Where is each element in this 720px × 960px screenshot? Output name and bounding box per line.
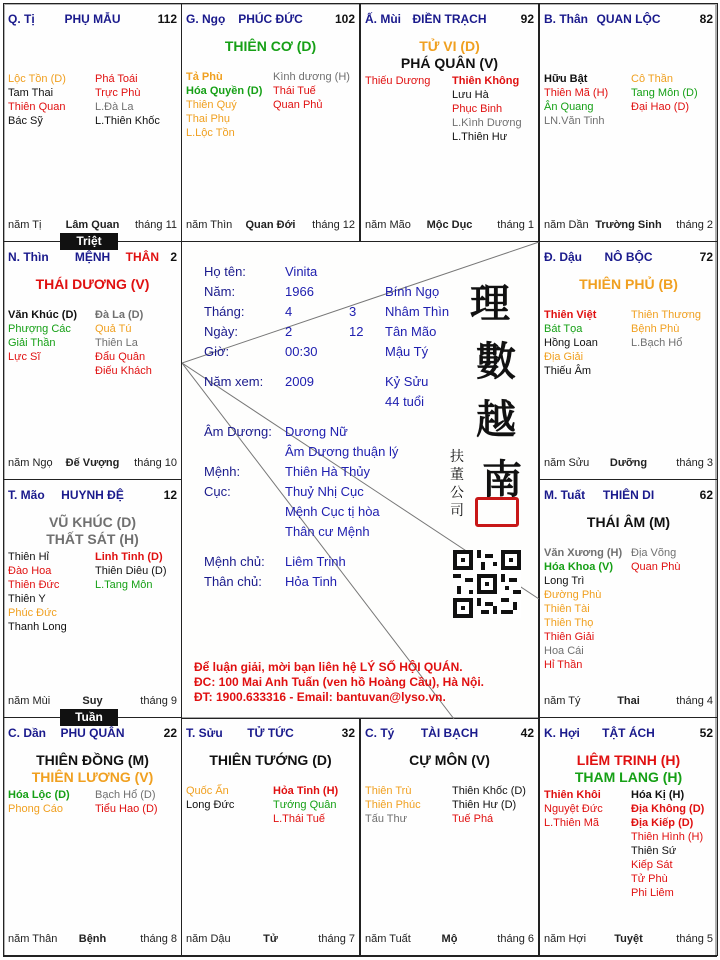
minor-star: Văn Khúc (D) xyxy=(8,309,78,321)
month-label: Tháng: xyxy=(204,304,245,319)
palace-dau xyxy=(539,241,718,480)
minor-star: Thiên Thọ xyxy=(544,617,594,629)
minor-star: Thiên Khốc (D) xyxy=(452,785,526,797)
palace-tuat xyxy=(539,479,718,718)
palace-month: tháng 2 xyxy=(676,219,713,231)
minor-star: Thanh Long xyxy=(8,621,67,633)
palace-header xyxy=(544,12,713,26)
palace-footer xyxy=(186,219,355,233)
palace-dan xyxy=(3,717,182,956)
palace-month: tháng 12 xyxy=(312,219,355,231)
palace-name: PHÚC ĐỨC xyxy=(238,12,303,26)
palace-position: N. Thìn xyxy=(8,250,49,264)
amduong-value: Dương Nữ xyxy=(285,424,348,439)
palace-stage: Thai xyxy=(617,695,640,707)
palace-header xyxy=(8,488,177,502)
minor-star: Thiên Việt xyxy=(544,309,597,321)
palace-year: năm Dần xyxy=(544,219,589,231)
minor-star: Thiên Diêu (D) xyxy=(95,565,167,577)
minor-star: Địa Không (D) xyxy=(631,803,705,815)
palace-month: tháng 4 xyxy=(676,695,713,707)
palace-stage: Bệnh xyxy=(78,933,107,945)
minor-star: Thiên Hình (H) xyxy=(631,831,704,843)
palace-name: PHU QUÂN xyxy=(60,726,125,740)
palace-month: tháng 3 xyxy=(676,457,713,469)
palace-month: tháng 9 xyxy=(140,695,177,707)
menh-chu-value: Liêm Trinh xyxy=(285,554,346,569)
minor-star: Thiên Y xyxy=(8,593,46,605)
palace-year: năm Sửu xyxy=(544,457,590,469)
palace-year: năm Tuất xyxy=(365,933,411,945)
palace-year: năm Mão xyxy=(365,219,411,231)
palace-name: TÀI BẠCH xyxy=(420,726,479,740)
minor-stars-left xyxy=(8,308,90,364)
palace-stage: Tử xyxy=(263,933,278,945)
palace-footer xyxy=(544,219,713,233)
main-star: THIÊN LƯƠNG (V) xyxy=(31,769,154,785)
palace-month: tháng 6 xyxy=(497,933,534,945)
minor-star: Thiên Quý xyxy=(186,99,237,111)
minor-star: LN.Văn Tinh xyxy=(544,115,605,127)
minor-star: Thiếu Âm xyxy=(544,365,592,377)
palace-stage: Trường Sinh xyxy=(595,219,662,231)
minor-stars-left xyxy=(186,70,268,140)
minor-star: Trực Phù xyxy=(95,87,141,99)
minor-star: Hữu Bật xyxy=(544,73,588,85)
minor-star: Quốc Ấn xyxy=(186,785,229,797)
minor-star: Quan Phù xyxy=(631,561,681,573)
minor-stars-left xyxy=(365,784,447,826)
menh-chu-label: Mệnh chủ: xyxy=(204,554,265,569)
palace-name: ĐIỀN TRẠCH xyxy=(412,12,487,26)
main-star: THÁI DƯƠNG (V) xyxy=(35,276,150,292)
than-chu-label: Thân chủ: xyxy=(204,574,262,589)
palace-month: tháng 10 xyxy=(134,457,177,469)
palace-footer xyxy=(544,695,713,709)
view-year-value: 2009 xyxy=(285,374,314,389)
triet-tag: Triệt xyxy=(60,233,118,250)
minor-star: Tướng Quân xyxy=(273,799,337,811)
minor-star: Giải Thần xyxy=(8,337,56,349)
minor-star: Kình dương (H) xyxy=(273,71,350,83)
minor-star: L.Tang Môn xyxy=(95,579,153,591)
palace-name: TẬT ÁCH xyxy=(602,726,655,740)
minor-star: Hóa Khoa (V) xyxy=(544,561,614,573)
palace-month: tháng 7 xyxy=(318,933,355,945)
month-lunar: 3 xyxy=(349,304,357,319)
palace-stage: Đế Vượng xyxy=(65,457,120,469)
age-value: 44 tuổi xyxy=(385,394,425,409)
minor-star: Tiểu Hao (D) xyxy=(95,803,158,815)
minor-stars-right xyxy=(95,72,181,128)
day-value: 2 xyxy=(285,324,293,339)
minor-star: Thái Tuế xyxy=(273,85,316,97)
palace-footer xyxy=(544,933,713,947)
minor-star: L.Thiên Khốc xyxy=(95,115,160,127)
palace-footer xyxy=(8,457,177,471)
palace-header xyxy=(544,488,713,502)
minor-star: Long Đức xyxy=(186,799,235,811)
palace-stage: Dưỡng xyxy=(609,457,648,469)
minor-star: Hóa Quyền (D) xyxy=(186,85,263,97)
minor-star: Địa Võng xyxy=(631,547,677,559)
palace-header xyxy=(186,12,355,26)
minor-stars-left xyxy=(8,550,90,634)
minor-stars-right xyxy=(631,308,717,350)
calligraphy-char-3: 越 xyxy=(476,396,516,443)
minor-stars-right xyxy=(631,72,717,114)
contact-line-2: ĐC: 100 Mai Anh Tuấn (ven hồ Hoàng Cầu), Hà Nội. xyxy=(194,675,485,689)
hour-label: Giờ: xyxy=(204,344,230,359)
small-cjk-3: 公 xyxy=(450,485,464,501)
palace-month: tháng 8 xyxy=(140,933,177,945)
palace-name: PHỤ MẪU xyxy=(64,12,121,26)
minor-stars-left xyxy=(365,74,447,88)
palace-month: tháng 5 xyxy=(676,933,713,945)
minor-star: Hoa Cái xyxy=(544,645,584,657)
palace-year: năm Thân xyxy=(8,933,58,945)
palace-year: năm Thìn xyxy=(186,219,233,231)
calligraphy-char-4: 南 xyxy=(482,456,522,503)
minor-star: Thiên Hư (D) xyxy=(452,799,517,811)
palace-footer xyxy=(8,695,177,709)
palace-than-marker: THÂN xyxy=(125,250,159,264)
year-value: 1966 xyxy=(285,284,314,299)
main-star: CỰ MÔN (V) xyxy=(409,752,490,768)
minor-star: Thiên Giải xyxy=(544,631,595,643)
palace-than xyxy=(539,3,718,242)
palace-number: 82 xyxy=(699,12,713,26)
palace-footer xyxy=(8,219,177,233)
minor-stars-right xyxy=(95,308,181,378)
minor-stars-left xyxy=(8,788,90,816)
contact-line-1: Để luận giải, mời bạn liên hệ LÝ SỐ HỘI QUÁN. xyxy=(194,660,463,674)
main-star: THÁI ÂM (M) xyxy=(586,514,671,530)
palace-footer xyxy=(186,933,355,947)
palace-header xyxy=(365,726,534,740)
minor-star: L.Thái Tuế xyxy=(273,813,325,825)
minor-star: Thiếu Dương xyxy=(365,75,431,87)
palace-name: THIÊN DI xyxy=(602,488,655,502)
minor-star: Phi Liêm xyxy=(631,887,674,899)
minor-star: Thiên Khôi xyxy=(544,789,601,801)
red-seal-stamp xyxy=(475,497,519,527)
minor-star: L.Kình Dương xyxy=(452,117,522,129)
palace-header xyxy=(544,250,713,264)
hour-canchi: Mậu Tý xyxy=(385,344,429,359)
minor-star: Lực Sĩ xyxy=(8,351,41,363)
cuc-label: Cục: xyxy=(204,484,231,499)
month-canchi: Nhâm Thìn xyxy=(385,304,450,319)
palace-footer xyxy=(8,933,177,947)
palace-thin xyxy=(3,241,182,480)
qr-code xyxy=(453,550,521,618)
palace-position: C. Dần xyxy=(8,726,47,740)
minor-stars-left xyxy=(544,546,626,672)
minor-star: Bạch Hổ (D) xyxy=(95,789,156,801)
minor-star: Thiên Không xyxy=(452,75,520,87)
minor-star: Phong Cáo xyxy=(8,803,64,815)
palace-position: T. Mão xyxy=(8,488,45,502)
palace-header xyxy=(186,726,355,740)
palace-year: năm Ngọ xyxy=(8,457,53,469)
palace-hoi xyxy=(539,717,718,956)
small-cjk-4: 司 xyxy=(450,503,464,519)
palace-position: Đ. Dậu xyxy=(544,250,583,264)
minor-star: Quan Phủ xyxy=(273,99,323,111)
cuc-value: Thuỷ Nhị Cục xyxy=(285,484,364,499)
cuc-note: Mệnh Cục tị hòa xyxy=(285,504,380,519)
main-star: THIÊN PHỦ (B) xyxy=(579,276,678,292)
hour-value: 00:30 xyxy=(285,344,318,359)
minor-star: Thiên Phúc xyxy=(365,799,421,811)
minor-star: Nguyệt Đức xyxy=(544,803,603,815)
minor-star: Phúc Đức xyxy=(8,607,57,619)
minor-stars-right xyxy=(452,74,538,144)
palace-ti xyxy=(3,3,182,242)
main-star: TỬ VI (D) xyxy=(419,38,480,54)
palace-stage: Quan Đới xyxy=(245,219,296,231)
palace-name: HUYNH ĐỆ xyxy=(61,488,124,502)
palace-header xyxy=(365,12,534,26)
palace-position: M. Tuất xyxy=(544,488,586,502)
minor-star: Phục Binh xyxy=(452,103,503,115)
palace-footer xyxy=(365,933,534,947)
minor-star: Tấu Thư xyxy=(365,813,408,825)
day-label: Ngày: xyxy=(204,324,238,339)
minor-star: Thiên Mã (H) xyxy=(544,87,609,99)
minor-star: Địa Kiếp (D) xyxy=(631,817,694,829)
view-year-label: Năm xem: xyxy=(204,374,264,389)
minor-stars-right xyxy=(95,788,181,816)
minor-stars-left xyxy=(186,784,268,812)
minor-star: Lưu Hà xyxy=(452,89,489,101)
minor-star: Lộc Tồn (D) xyxy=(8,73,66,85)
year-label: Năm: xyxy=(204,284,236,299)
palace-position: K. Hợi xyxy=(544,726,580,740)
palace-number: 32 xyxy=(341,726,355,740)
palace-year: năm Hợi xyxy=(544,933,587,945)
palace-header xyxy=(8,250,177,264)
palace-stage: Suy xyxy=(82,695,103,707)
minor-stars-left xyxy=(544,72,626,128)
minor-star: Thiên Thương xyxy=(631,309,702,321)
palace-header xyxy=(8,726,177,740)
palace-suu xyxy=(181,717,360,956)
palace-number: 52 xyxy=(699,726,713,740)
name-label: Họ tên: xyxy=(204,264,246,279)
contact-line-3: ĐT: 1900.633316 - Email: bantuvan@lyso.vn. xyxy=(194,690,446,704)
tuan-tag: Tuần xyxy=(60,709,118,726)
palace-mao xyxy=(3,479,182,718)
palace-month: tháng 11 xyxy=(134,219,177,231)
minor-star: Văn Xương (H) xyxy=(544,547,623,559)
menh-value: Thiên Hà Thủy xyxy=(285,464,371,479)
minor-star: Phượng Các xyxy=(8,323,71,335)
minor-stars-right xyxy=(273,70,359,112)
minor-star: Thiên Quan xyxy=(8,101,66,113)
minor-stars-left xyxy=(544,308,626,378)
palace-ty xyxy=(360,717,539,956)
palace-position: C. Tý xyxy=(365,726,395,740)
minor-star: Đại Hao (D) xyxy=(631,101,690,113)
minor-star: Thiên Tài xyxy=(544,603,590,615)
minor-star: Quả Tú xyxy=(95,323,132,335)
minor-star: Kiếp Sát xyxy=(631,859,673,871)
than-cu-note: Thân cư Mệnh xyxy=(285,524,370,539)
calligraphy-char-1: 理 xyxy=(470,280,510,327)
minor-star: Tử Phù xyxy=(631,873,668,885)
minor-star: Bác Sỹ xyxy=(8,115,43,127)
palace-name: QUAN LỘC xyxy=(596,12,661,26)
palace-stage: Mộc Dục xyxy=(426,219,473,231)
minor-star: Hỉ Thần xyxy=(544,659,583,671)
palace-number: 22 xyxy=(163,726,177,740)
palace-year: năm Mùi xyxy=(8,695,51,707)
minor-star: Thiên Sứ xyxy=(631,845,677,857)
palace-position: Q. Tị xyxy=(8,12,35,26)
year-canchi: Bính Ngọ xyxy=(385,284,440,299)
palace-name: MỆNH xyxy=(74,250,111,264)
minor-star: Đường Phù xyxy=(544,589,602,601)
minor-star: L.Lộc Tồn xyxy=(186,127,235,139)
minor-stars-right xyxy=(631,788,717,900)
palace-number: 72 xyxy=(699,250,713,264)
palace-header xyxy=(8,12,177,26)
minor-star: Tả Phù xyxy=(186,71,223,83)
minor-star: Điếu Khách xyxy=(95,365,152,377)
palace-position: B. Thân xyxy=(544,12,588,26)
minor-star: Đào Hoa xyxy=(8,565,52,577)
minor-star: Linh Tinh (D) xyxy=(95,551,163,563)
small-cjk-1: 扶 xyxy=(450,449,464,465)
day-lunar: 12 xyxy=(349,324,364,339)
palace-ngo xyxy=(181,3,360,242)
palace-number: 92 xyxy=(520,12,534,26)
view-year-canchi: Kỷ Sửu xyxy=(385,374,429,389)
minor-star: Thiên Hỉ xyxy=(8,551,49,563)
palace-stage: Lâm Quan xyxy=(65,219,120,231)
main-star: THAM LANG (H) xyxy=(574,769,683,785)
palace-year: năm Tị xyxy=(8,219,42,231)
palace-footer xyxy=(544,457,713,471)
palace-year: năm Dậu xyxy=(186,933,231,945)
palace-header xyxy=(544,726,713,740)
minor-star: Thiên Trù xyxy=(365,785,412,797)
minor-stars-right xyxy=(273,784,359,826)
palace-year: năm Tý xyxy=(544,695,581,707)
main-star: THIÊN ĐỒNG (M) xyxy=(36,752,149,768)
minor-star: Hóa Kị (H) xyxy=(631,789,685,801)
minor-star: Tang Môn (D) xyxy=(631,87,698,99)
amduong-note: Âm Dương thuận lý xyxy=(285,444,399,459)
than-chu-value: Hỏa Tinh xyxy=(285,574,338,589)
calligraphy-char-2: 數 xyxy=(476,338,516,385)
minor-star: L.Thiên Mã xyxy=(544,817,600,829)
minor-star: Ân Quang xyxy=(544,101,594,113)
minor-star: Tam Thai xyxy=(8,87,54,99)
minor-star: L.Đà La xyxy=(95,101,134,113)
main-star: LIÊM TRINH (H) xyxy=(576,752,681,768)
minor-star: Địa Giải xyxy=(544,351,584,363)
palace-number: 112 xyxy=(157,12,177,26)
minor-stars-right xyxy=(452,784,538,826)
minor-star: Thiên Đức xyxy=(8,579,60,591)
palace-month: tháng 1 xyxy=(497,219,534,231)
palace-footer xyxy=(365,219,534,233)
name-value: Vinita xyxy=(285,264,318,279)
palace-position: G. Ngọ xyxy=(186,12,226,26)
minor-star: Tuế Phá xyxy=(452,813,494,825)
minor-star: L.Bạch Hổ xyxy=(631,337,683,349)
minor-star: Phá Toái xyxy=(95,73,138,85)
minor-star: Thiên La xyxy=(95,337,138,349)
palace-number: 62 xyxy=(699,488,713,502)
minor-stars-right xyxy=(631,546,717,574)
minor-stars-left xyxy=(544,788,626,830)
main-star: THIÊN TƯỚNG (D) xyxy=(209,752,332,768)
palace-stage: Mộ xyxy=(441,933,458,945)
main-star: PHÁ QUÂN (V) xyxy=(400,55,499,71)
minor-star: L.Thiên Hư xyxy=(452,131,508,143)
palace-number: 42 xyxy=(520,726,534,740)
palace-position: T. Sửu xyxy=(186,726,223,740)
minor-star: Long Trì xyxy=(544,575,585,587)
main-star: THẤT SÁT (H) xyxy=(46,531,139,547)
palace-name: NÔ BỘC xyxy=(604,250,653,264)
main-star: THIÊN CƠ (D) xyxy=(224,38,317,54)
month-value: 4 xyxy=(285,304,293,319)
palace-number: 102 xyxy=(334,12,355,26)
palace-position: Ấ. Mùi xyxy=(365,12,401,26)
palace-stage: Tuyệt xyxy=(614,933,643,945)
palace-number: 12 xyxy=(163,488,177,502)
small-cjk-2: 董 xyxy=(450,467,464,483)
minor-star: Hồng Loan xyxy=(544,337,598,349)
minor-star: Hóa Lộc (D) xyxy=(8,789,70,801)
minor-star: Đẩu Quân xyxy=(95,351,146,363)
minor-star: Đà La (D) xyxy=(95,309,144,321)
minor-star: Bệnh Phù xyxy=(631,323,680,335)
chart-info-panel xyxy=(181,241,539,719)
palace-number: 2 xyxy=(170,250,177,264)
amduong-label: Âm Dương: xyxy=(204,424,272,439)
day-canchi: Tân Mão xyxy=(385,324,437,339)
minor-star: Hỏa Tinh (H) xyxy=(273,785,339,797)
minor-stars-left xyxy=(8,72,90,128)
minor-star: Cô Thần xyxy=(631,73,673,85)
palace-mui xyxy=(360,3,539,242)
minor-stars-right xyxy=(95,550,181,592)
minor-star: Bát Tọa xyxy=(544,323,583,335)
menh-label: Mệnh: xyxy=(204,464,241,479)
minor-star: Thai Phụ xyxy=(186,113,231,125)
palace-name: TỬ TỨC xyxy=(247,726,294,740)
main-star: VŨ KHÚC (D) xyxy=(48,514,137,530)
